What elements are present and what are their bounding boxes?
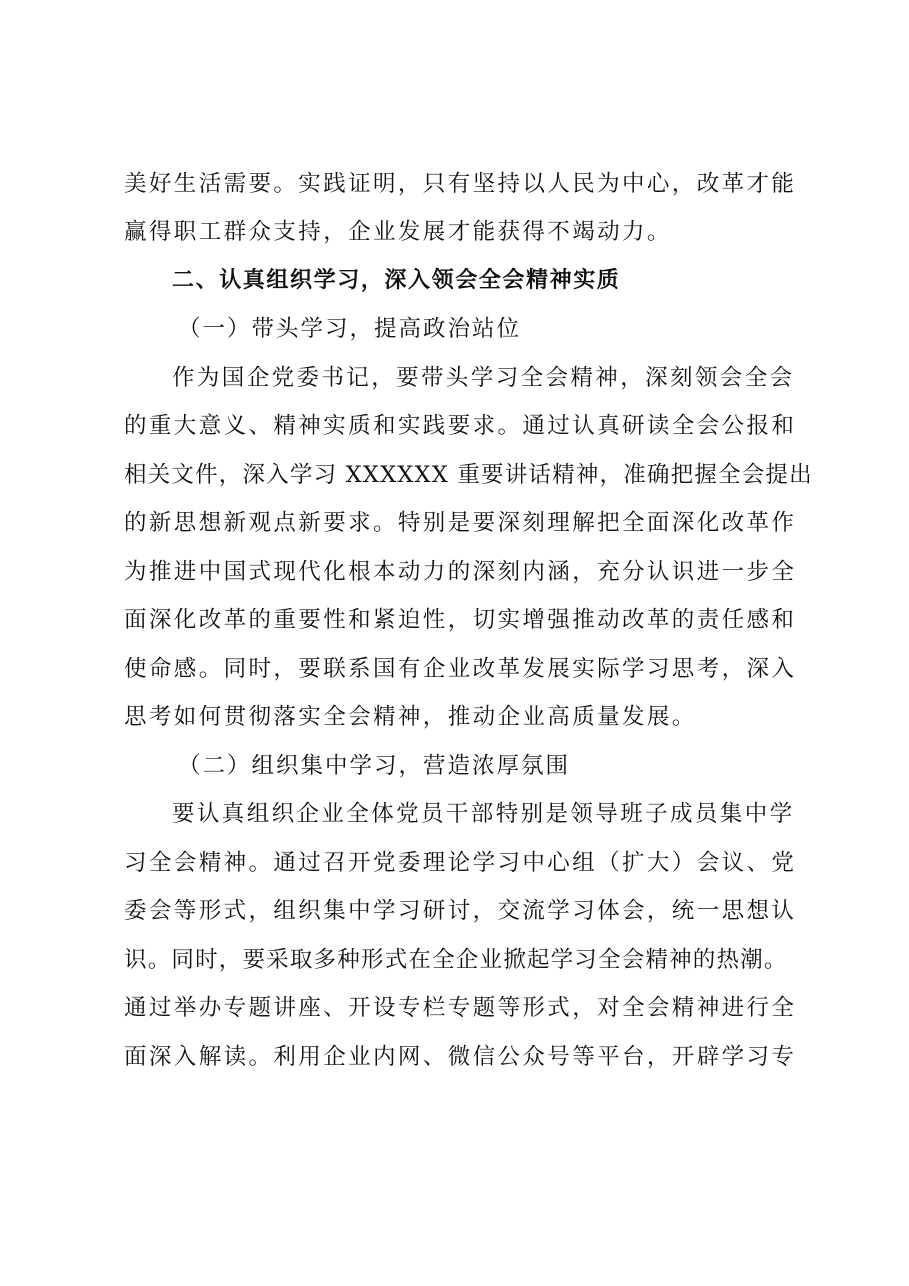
body-text-line: 面深入解读。利用企业内网、微信公众号等平台，开辟学习专 <box>124 1044 797 1070</box>
body-text-line: 使命感。同时，要联系国有企业改革发展实际学习思考，深入 <box>124 656 797 682</box>
subsection-heading: （二）组织集中学习，营造浓厚氛围 <box>178 753 571 779</box>
body-text-line: 作为国企党委书记，要带头学习全会精神，深刻领会全会 <box>172 365 795 391</box>
body-text-line: 思考如何贯彻落实全会精神，推动企业高质量发展。 <box>124 704 697 730</box>
body-text-line: 委会等形式，组织集中学习研讨，交流学习体会，统一思想认 <box>124 898 797 924</box>
body-text-line: 美好生活需要。实践证明，只有坚持以人民为中心，改革才能 <box>124 171 797 197</box>
section-heading: 二、认真组织学习，深入领会全会精神实质 <box>172 268 621 293</box>
subsection-heading: （一）带头学习，提高政治站位 <box>178 316 522 342</box>
body-text-line: 通过举办专题讲座、开设专栏专题等形式，对全会精神进行全 <box>124 995 797 1021</box>
body-text-line: 的重大意义、精神实质和实践要求。通过认真研读全会公报和 <box>124 413 797 439</box>
body-text-line: 的新思想新观点新要求。特别是要深刻理解把全面深化改革作 <box>124 510 797 536</box>
body-text-line: 相关文件，深入学习 XXXXXX 重要讲话精神，准确把握全会提出 <box>124 462 813 488</box>
body-text-line: 习全会精神。通过召开党委理论学习中心组（扩大）会议、党 <box>124 850 797 876</box>
body-text-line: 面深化改革的重要性和紧迫性，切实增强推动改革的责任感和 <box>124 607 797 633</box>
body-text-line: 为推进中国式现代化根本动力的深刻内涵，充分认识进一步全 <box>124 559 797 585</box>
body-text-line: 要认真组织企业全体党员干部特别是领导班子成员集中学 <box>172 801 795 827</box>
body-text-line: 赢得职工群众支持，企业发展才能获得不竭动力。 <box>124 219 672 245</box>
body-text-line: 识。同时，要采取多种形式在全企业掀起学习全会精神的热潮。 <box>124 947 788 973</box>
